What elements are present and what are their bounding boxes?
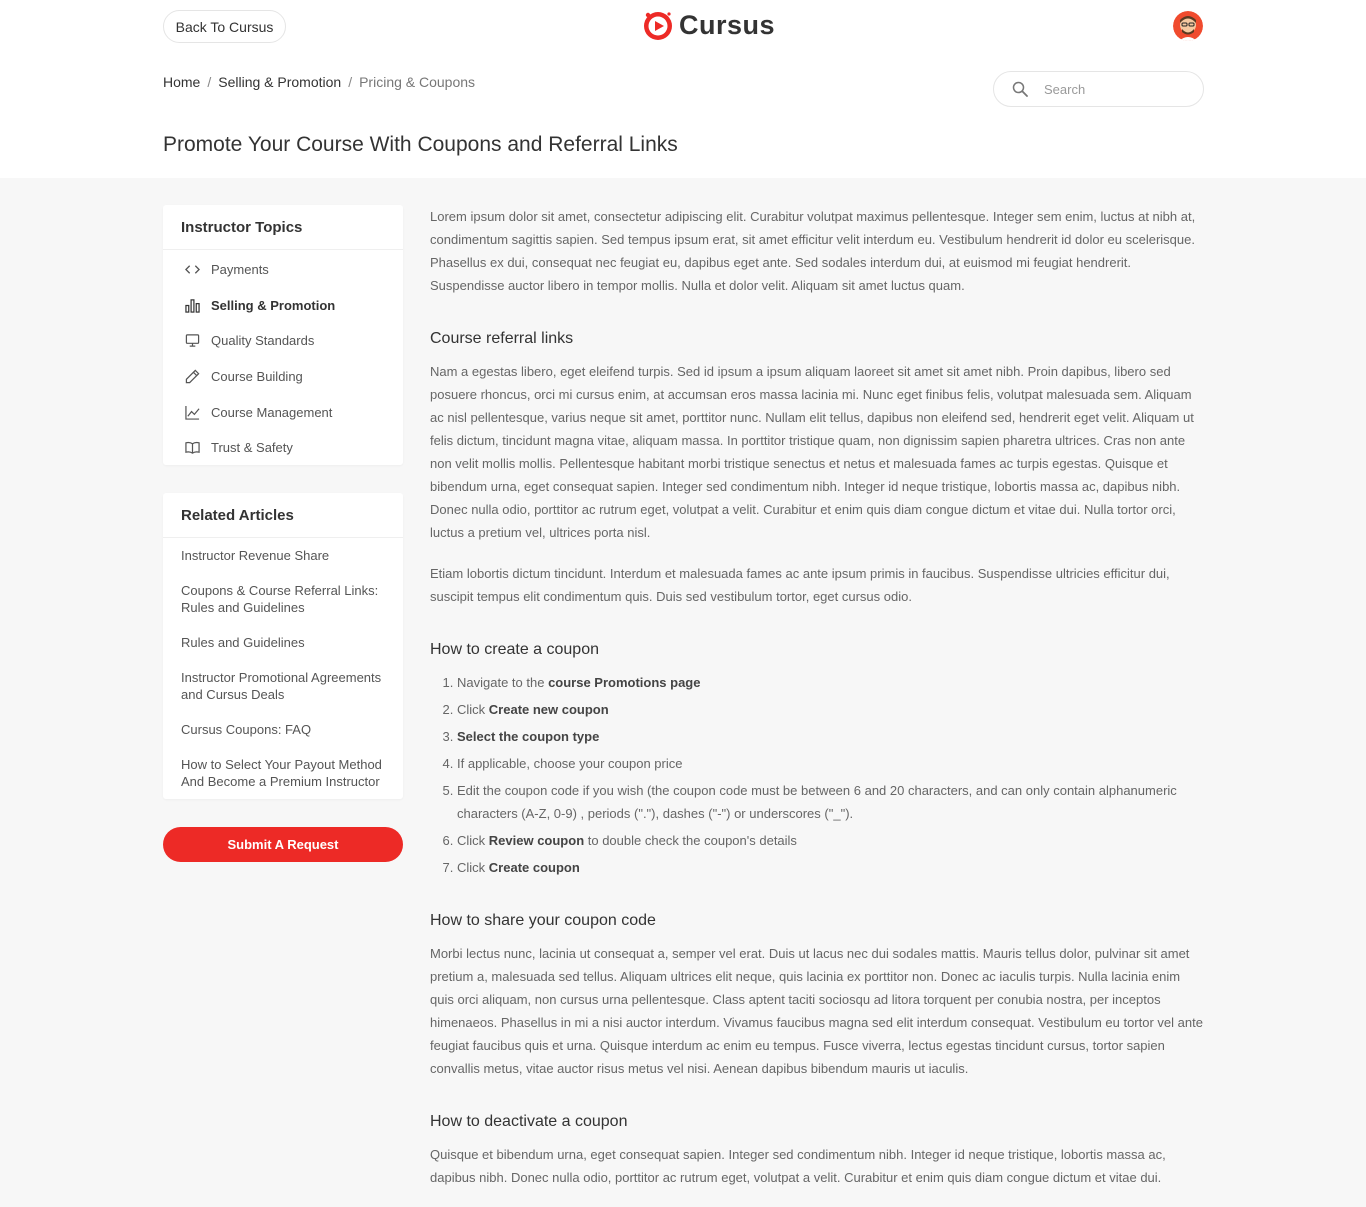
topic-course-management[interactable] bbox=[163, 394, 403, 430]
user-avatar[interactable] bbox=[1173, 11, 1203, 41]
related-article-link[interactable]: Cursus Coupons: FAQ bbox=[181, 722, 312, 737]
article-content bbox=[430, 205, 1205, 1207]
related-articles-title: Related Articles bbox=[163, 493, 403, 538]
referral-paragraph: Etiam lobortis dictum tincidunt. Interdum et malesuada fames ac ante ipsum primis in faucibus. Suspendisse ultricies efficitur dui, suscipit tempus elit condimentum quis. Duis sed vestibulum tortor, eget cursus odio. bbox=[430, 566, 1170, 604]
topic-trust-safety[interactable] bbox=[163, 430, 403, 466]
related-article-link[interactable]: Instructor Promotional Agreements and Cursus Deals bbox=[181, 670, 382, 702]
related-article-link[interactable]: How to Select Your Payout Method And Become a Premium Instructor bbox=[181, 757, 382, 789]
bar-chart-icon bbox=[185, 298, 200, 313]
pencil-icon bbox=[185, 369, 200, 384]
topic-label: Quality Standards bbox=[211, 333, 315, 349]
deactivate-paragraph: Quisque et bibendum urna, eget consequat sapien. Integer sed condimentum nibh. Integer id neque tristique, lobortis massa ac, dapibus nibh. Donec nulla odio, porttitor ac rutrum eget, volutpat a velit. Curabitur et enim quis diam congue dictum et vitae dui. bbox=[430, 1147, 1166, 1185]
code-icon bbox=[185, 262, 200, 277]
referral-heading: Course referral links bbox=[430, 330, 574, 347]
deactivate-coupon-heading: How to deactivate a coupon bbox=[430, 1113, 628, 1130]
topic-label: Course Management bbox=[211, 404, 333, 420]
topic-course-building[interactable] bbox=[163, 359, 403, 395]
topic-label: Payments bbox=[211, 262, 269, 278]
top-header bbox=[0, 0, 1366, 53]
step-item: 7. Click Create coupon bbox=[457, 856, 1205, 879]
share-coupon-heading: How to share your coupon code bbox=[430, 912, 656, 929]
submit-request-button[interactable]: Submit A Request bbox=[163, 827, 403, 862]
topic-label: Course Building bbox=[211, 369, 303, 385]
breadcrumb-section[interactable]: Selling & Promotion bbox=[218, 74, 342, 90]
breadcrumb bbox=[163, 74, 475, 90]
avatar-icon bbox=[1173, 11, 1203, 41]
topic-payments[interactable] bbox=[163, 252, 403, 288]
page-header-section bbox=[0, 53, 1366, 178]
search-input[interactable] bbox=[1044, 82, 1184, 97]
related-articles-card bbox=[163, 493, 403, 799]
topic-quality-standards[interactable] bbox=[163, 323, 403, 359]
topic-label: Trust & Safety bbox=[211, 440, 293, 456]
step-item: 6. Click Review coupon to double check the coupon's details bbox=[457, 829, 1205, 852]
intro-paragraph: Lorem ipsum dolor sit amet, consectetur adipiscing elit. Curabitur volutpat maximus pellentesque. Integer sem enim, luctus at nibh at, condimentum sagittis sapien. Sed tempus ipsum erat, sit amet efficitur velit interdum eu. Vestibulum hendrerit id dolor eu scelerisque. Phasellus ex dui, consequat nec feugiat eu, dapibus eget ante. Sed sodales interdum dui, at euismod mi feugiat hendrerit. Suspendisse auctor libero in tempor mollis. Nulla et dolor velit. Aliquam sit amet luctus quam. bbox=[430, 209, 1196, 293]
topic-selling-promotion[interactable] bbox=[163, 288, 403, 324]
related-article-link[interactable]: Coupons & Course Referral Links: Rules and Guidelines bbox=[181, 583, 379, 615]
instructor-topics-card bbox=[163, 205, 403, 465]
create-coupon-steps bbox=[457, 671, 1205, 879]
breadcrumb-separator: / bbox=[348, 74, 353, 90]
search-box[interactable] bbox=[993, 71, 1204, 107]
instructor-topics-title: Instructor Topics bbox=[163, 205, 403, 250]
step-item: 1. Navigate to the course Promotions page bbox=[457, 671, 1205, 694]
step-item: 3. Select the coupon type bbox=[457, 725, 1205, 748]
monitor-icon bbox=[185, 333, 200, 348]
cursus-logo[interactable] bbox=[642, 8, 775, 42]
book-icon bbox=[185, 440, 200, 455]
create-coupon-heading: How to create a coupon bbox=[430, 641, 599, 658]
breadcrumb-current: Pricing & Coupons bbox=[359, 74, 476, 90]
related-article-link[interactable]: Instructor Revenue Share bbox=[181, 548, 330, 563]
step-item: 4. If applicable, choose your coupon price bbox=[457, 752, 1205, 775]
step-item: 5. Edit the coupon code if you wish (the coupon code must be between 6 and 20 characters, and can only contain alphanumeric characters (A-Z, 0-9) , periods ("."), dashes ("-") or underscores ("_"). bbox=[457, 779, 1205, 825]
play-logo-icon bbox=[642, 9, 674, 41]
related-article-link[interactable]: Rules and Guidelines bbox=[181, 635, 305, 650]
back-to-cursus-button[interactable]: Back To Cursus bbox=[163, 10, 286, 43]
referral-paragraph: Nam a egestas libero, eget eleifend turpis. Sed id ipsum a ipsum aliquam laoreet sit amet sit amet nibh. Proin dapibus, libero sed posuere rhoncus, orci mi cursus enim, at accumsan eros massa lacinia mi. Nunc eget finibus felis, volutpat malesuada sem. Aliquam ac nisl pellentesque, varius neque sit amet, porttitor nunc. Nullam elit tellus, dapibus non eleifend sed, hendrerit eget velit. Aliquam ut felis dictum, tincidunt magna vitae, aliquam massa. In porttitor tristique quam, non dignissim sapien pharetra ultrices. Cras non ante non velit mollis mollis. Pellentesque habitant morbi tristique senectus et netus et malesuada fames ac turpis egestas. Quisque et bibendum urna, eget consequat sapien. Integer sed condimentum nibh. Integer id neque tristique, lobortis massa ac, dapibus nibh. Donec nulla odio, porttitor ac rutrum eget, volutpat a velit. Curabitur et enim quis diam congue dictum et vitae dui. Nulla tortor orci, luctus a pretium vel, ultrices porta nisl. bbox=[430, 364, 1194, 540]
share-paragraph: Morbi lectus nunc, lacinia ut consequat a, semper vel erat. Duis ut lacus nec dui sodales mattis. Mauris tellus dolor, pulvinar sit amet pretium a, malesuada sed tellus. Aliquam ultrices elit neque, quis lacinia ex porttitor non. Donec ac iaculis turpis. Nulla lacinia enim quis orci aliquam, non cursus urna pellentesque. Class aptent taciti sociosqu ad litora torquent per conubia nostra, per inceptos himenaeos. Phasellus in mi a nisi auctor interdum. Vivamus faucibus magna sed elit interdum consequat. Vestibulum eu tortor vel ante feugiat faucibus quis et urna. Quisque interdum ac enim eu tempus. Fusce viverra, lectus egestas tincidunt cursus, tortor sapien convallis metus, vitae auctor risus metus vel nisi. Aenean dapibus bibendum mauris ut iaculis. bbox=[430, 946, 1203, 1076]
topic-label: Selling & Promotion bbox=[211, 297, 336, 313]
step-item: 2. Click Create new coupon bbox=[457, 698, 1205, 721]
page-title: Promote Your Course With Coupons and Referral Links bbox=[163, 133, 678, 156]
logo-text: Cursus bbox=[679, 9, 776, 40]
breadcrumb-home[interactable]: Home bbox=[163, 74, 201, 90]
line-chart-icon bbox=[185, 405, 200, 420]
search-icon bbox=[1012, 81, 1028, 97]
breadcrumb-separator: / bbox=[207, 74, 212, 90]
